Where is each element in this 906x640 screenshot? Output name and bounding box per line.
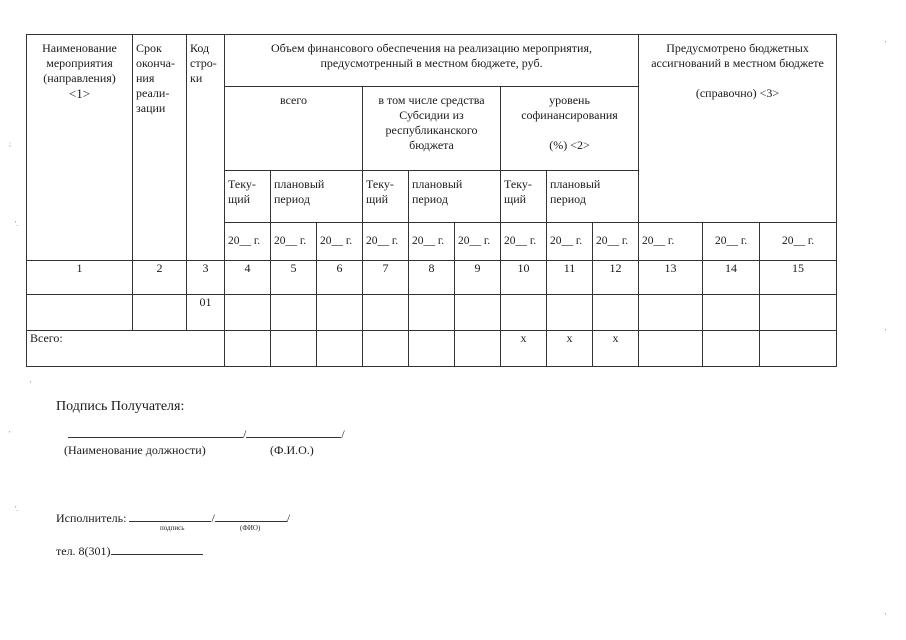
column-numbers-row: [27, 261, 837, 295]
header-volume: Объем финансового обеспечения на реализацию мероприятия, предусмотренный в местном бюджете, руб.: [225, 35, 639, 87]
cell-name[interactable]: [27, 295, 133, 331]
col-number: 3: [187, 261, 225, 295]
year-cell: 20__ г.: [547, 223, 593, 261]
data-cell[interactable]: [317, 295, 363, 331]
year-cell: 20__ г.: [501, 223, 547, 261]
executor-fio-line[interactable]: [215, 510, 287, 522]
header-name-text: Наименование мероприятия (направления): [42, 41, 117, 85]
x-mark: x: [593, 331, 639, 367]
cell-code: 01: [187, 295, 225, 331]
col-number: 4: [225, 261, 271, 295]
header-planned-subsidy: плановый период: [409, 171, 501, 223]
header-level-ref: (%) <2>: [549, 138, 590, 152]
col-number: 8: [409, 261, 455, 295]
year-cell: 20__ г.: [409, 223, 455, 261]
margin-mark: '.: [15, 505, 19, 513]
col-number: 13: [639, 261, 703, 295]
margin-mark: ': [885, 40, 887, 48]
col-number: 7: [363, 261, 409, 295]
sign-caption: подпись: [160, 524, 185, 532]
total-cell[interactable]: [225, 331, 271, 367]
total-cell[interactable]: [363, 331, 409, 367]
data-cell[interactable]: [271, 295, 317, 331]
total-cell[interactable]: [639, 331, 703, 367]
data-cell[interactable]: [593, 295, 639, 331]
data-row: [27, 295, 837, 331]
col-number: 6: [317, 261, 363, 295]
total-cell[interactable]: [271, 331, 317, 367]
header-provided-text: Предусмотрено бюджетных ассигнований в местном бюджете: [651, 41, 824, 70]
year-cell: 20__ г.: [639, 223, 703, 261]
header-level: [501, 87, 639, 171]
total-label: Всего:: [27, 331, 225, 367]
fio-small-caption: (ФИО): [240, 524, 261, 532]
header-planned-total: плановый период: [271, 171, 363, 223]
year-cell: 20__ г.: [363, 223, 409, 261]
col-number: 15: [760, 261, 837, 295]
margin-mark: '.: [15, 220, 19, 228]
header-total: всего: [225, 87, 363, 171]
total-cell[interactable]: [455, 331, 501, 367]
margin-mark: ': [9, 430, 11, 438]
total-cell[interactable]: [317, 331, 363, 367]
executor-label: Исполнитель:: [56, 511, 127, 525]
header-code: Код стро-ки: [187, 35, 225, 261]
data-cell[interactable]: [225, 295, 271, 331]
header-level-text: уровень софинансирования: [521, 93, 618, 122]
slash: /: [243, 427, 247, 441]
header-provided-ref: (справочно) <3>: [695, 86, 780, 100]
x-mark: x: [501, 331, 547, 367]
data-cell[interactable]: [363, 295, 409, 331]
data-cell[interactable]: [703, 295, 760, 331]
slash: /: [341, 427, 345, 441]
col-number: 12: [593, 261, 639, 295]
total-cell[interactable]: [409, 331, 455, 367]
year-cell: 20__ г.: [317, 223, 363, 261]
total-cell[interactable]: [703, 331, 760, 367]
header-planned-level: плановый период: [547, 171, 639, 223]
col-number: 14: [703, 261, 760, 295]
slash: /: [286, 511, 291, 525]
header-name-ref: <1>: [68, 86, 91, 101]
slash: /: [211, 511, 215, 525]
margin-mark: ': [30, 380, 32, 388]
header-term: Срок оконча-ния реали-зации: [133, 35, 187, 261]
fio-caption: (Ф.И.О.): [270, 443, 314, 457]
col-number: 11: [547, 261, 593, 295]
position-caption: (Наименование должности): [64, 443, 206, 457]
year-cell: 20__ г.: [593, 223, 639, 261]
phone-line[interactable]: [111, 543, 203, 555]
year-cell: 20__ г.: [760, 223, 837, 261]
signature-title: Подпись Получателя:: [56, 399, 185, 414]
col-number: 2: [133, 261, 187, 295]
header-current-subsidy: Теку-щий: [363, 171, 409, 223]
col-number: 10: [501, 261, 547, 295]
total-cell[interactable]: [760, 331, 837, 367]
header-provided: [639, 35, 837, 223]
signature-lines: [68, 426, 345, 442]
phone-label: тел. 8(301): [56, 544, 111, 558]
data-cell[interactable]: [760, 295, 837, 331]
financing-table: [26, 34, 837, 367]
year-cell: 20__ г.: [703, 223, 760, 261]
phone-row: [56, 543, 203, 559]
data-cell[interactable]: [501, 295, 547, 331]
executor-sign-line[interactable]: [129, 510, 211, 522]
year-cell: 20__ г.: [225, 223, 271, 261]
header-current-total: Теку-щий: [225, 171, 271, 223]
col-number: 1: [27, 261, 133, 295]
data-cell[interactable]: [455, 295, 501, 331]
header-name: [27, 35, 133, 261]
fio-line[interactable]: [246, 426, 341, 438]
margin-mark: ': [885, 328, 887, 336]
header-subsidy: в том числе средства Субсидии из республиканского бюджета: [363, 87, 501, 171]
year-cell: 20__ г.: [455, 223, 501, 261]
header-current-level: Теку-щий: [501, 171, 547, 223]
cell-term[interactable]: [133, 295, 187, 331]
margin-mark: ': [885, 612, 887, 620]
position-line[interactable]: [68, 426, 243, 438]
year-cell: 20__ г.: [271, 223, 317, 261]
margin-mark: ;: [9, 140, 11, 148]
data-cell[interactable]: [547, 295, 593, 331]
col-number: 5: [271, 261, 317, 295]
data-cell[interactable]: [409, 295, 455, 331]
x-mark: x: [547, 331, 593, 367]
total-row: [27, 331, 837, 367]
col-number: 9: [455, 261, 501, 295]
data-cell[interactable]: [639, 295, 703, 331]
